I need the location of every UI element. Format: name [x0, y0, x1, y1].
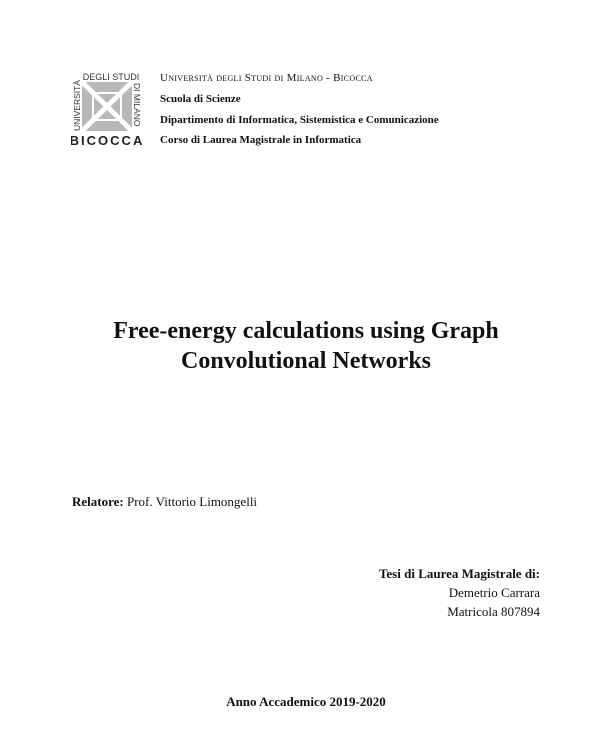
department-name: Dipartimento di Informatica, Sistemistica e Comunicazione [160, 114, 439, 126]
svg-text:DEGLI STUDI: DEGLI STUDI [82, 72, 140, 82]
school-name: Scuola di Scienze [160, 93, 241, 105]
candidate-label: Tesi di Laurea Magistrale di: [378, 566, 540, 581]
title-line-1: Free-energy calculations using Graph [113, 318, 499, 344]
supervisor-name: Prof. Vittorio Limongelli [126, 494, 258, 509]
supervisor-label: Relatore: [72, 494, 124, 509]
university-logo [71, 71, 143, 147]
title-line-2: Convolutional Networks [180, 348, 432, 374]
svg-text:DI MILANO: DI MILANO [132, 83, 142, 127]
course-name: Corso di Laurea Magistrale in Informatica [160, 134, 362, 146]
university-name: Università degli Studi di Milano - Bicocca [160, 72, 373, 84]
candidate-id: Matricola 807894 [447, 604, 540, 619]
academic-year: Anno Accademico 2019-2020 [226, 694, 386, 709]
candidate-block [379, 564, 540, 621]
svg-text:BICOCCA: BICOCCA [71, 133, 143, 147]
candidate-name: Demetrio Carrara [448, 585, 540, 600]
supervisor [72, 494, 257, 510]
thesis-title [0, 316, 612, 376]
svg-text:UNIVERSITÀ: UNIVERSITÀ [72, 79, 82, 131]
